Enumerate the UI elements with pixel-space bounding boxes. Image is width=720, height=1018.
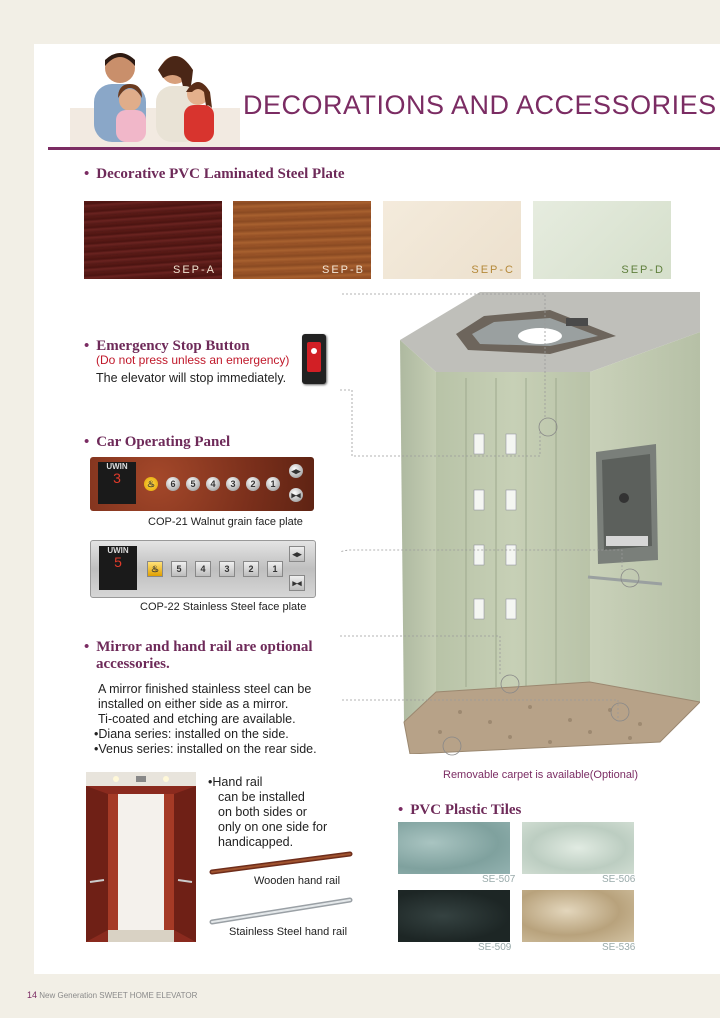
cop-22-caption: COP-22 Stainless Steel face plate — [140, 601, 307, 613]
cop-21-panel — [90, 457, 314, 511]
page-number: 14 — [27, 990, 38, 1000]
tile-label: SE-507 — [482, 874, 516, 885]
mirror-text-line: Diana series: installed on the side. — [98, 727, 289, 741]
bullet-icon: • — [94, 742, 99, 756]
swatch-label: SEP-B — [321, 264, 365, 276]
mirror-cabin-image — [86, 772, 196, 942]
floor-indicator: 3 — [113, 470, 121, 486]
page-title: DECORATIONS AND ACCESSORIES — [243, 90, 717, 120]
handrail-images — [206, 846, 356, 936]
floor-button[interactable]: 6 — [166, 477, 180, 491]
floor-button[interactable]: 3 — [219, 561, 235, 577]
pvc-plate-heading: • Decorative PVC Laminated Steel Plate — [84, 166, 345, 182]
mirror-heading-line2: accessories. — [96, 656, 170, 672]
swatch-label: SEP-D — [621, 264, 665, 276]
floor-button[interactable]: 2 — [246, 477, 260, 491]
wooden-handrail-label: Wooden hand rail — [254, 875, 341, 887]
brand-logo: UWIN — [106, 462, 128, 471]
floor-button[interactable]: 5 — [186, 477, 200, 491]
bullet-icon: • — [84, 434, 90, 450]
floor-button[interactable]: 5 — [171, 561, 187, 577]
tile-label: SE-536 — [602, 942, 636, 953]
emergency-text: The elevator will stop immediately. — [96, 371, 287, 385]
bullet-icon: • — [84, 338, 90, 354]
mirror-heading: • Mirror and hand rail are optional — [84, 639, 313, 655]
tile-label: SE-506 — [602, 874, 636, 885]
callout-lines — [340, 280, 720, 760]
alarm-bell-icon[interactable]: ♨ — [144, 477, 158, 491]
cop-21-caption: COP-21 Walnut grain face plate — [148, 516, 303, 528]
floor-button[interactable]: 4 — [206, 477, 220, 491]
swatch-sep-a — [84, 201, 222, 279]
tile-label: SE-509 — [478, 942, 512, 953]
emergency-note: (Do not press unless an emergency) — [96, 353, 290, 367]
tiles-heading: • PVC Plastic Tiles — [398, 802, 522, 818]
carpet-note: Removable carpet is available(Optional) — [443, 769, 639, 781]
mirror-text-line: Ti-coated and etching are available. — [98, 712, 296, 726]
swatch-label: SEP-A — [172, 264, 216, 276]
tile-se-507 — [398, 822, 510, 874]
swatch-sep-d — [533, 201, 671, 279]
handrail-text-line: Hand rail — [212, 775, 263, 789]
tile-se-509 — [398, 890, 510, 942]
floor-button[interactable]: 2 — [243, 561, 259, 577]
emergency-stop-button[interactable] — [302, 334, 326, 384]
footer-text: New Generation SWEET HOME ELEVATOR — [39, 991, 198, 1000]
tile-se-506 — [522, 822, 634, 874]
tile-se-536 — [522, 890, 634, 942]
bullet-icon: • — [84, 639, 90, 655]
bullet-icon: • — [398, 802, 404, 818]
floor-button[interactable]: 1 — [267, 561, 283, 577]
footer — [27, 990, 197, 1000]
cop-display — [98, 462, 136, 504]
door-close-icon[interactable]: ▸◂ — [289, 575, 305, 591]
mirror-text-line: A mirror finished stainless steel can be — [98, 682, 312, 696]
handrail-text-line: handicapped. — [218, 835, 294, 849]
emergency-heading: • Emergency Stop Button — [84, 338, 250, 354]
swatch-sep-c — [383, 201, 521, 279]
swatch-label: SEP-C — [471, 264, 515, 276]
door-open-icon[interactable]: ◂▸ — [289, 546, 305, 562]
floor-button[interactable]: 1 — [266, 477, 280, 491]
handrail-text-line: only on one side for — [218, 820, 328, 834]
family-photo — [70, 48, 240, 150]
steel-handrail-label: Stainless Steel hand rail — [229, 926, 348, 938]
door-close-icon[interactable]: ▸◂ — [289, 488, 303, 502]
handrail-text — [210, 775, 327, 850]
title-divider — [48, 147, 720, 150]
swatch-sep-b — [233, 201, 371, 279]
handrail-text-line: on both sides or — [218, 805, 307, 819]
handrail-text-line: can be installed — [218, 790, 305, 804]
floor-indicator: 5 — [114, 554, 122, 570]
cop-heading: • Car Operating Panel — [84, 434, 231, 450]
bullet-icon: • — [94, 727, 99, 741]
cop-display — [99, 546, 137, 590]
bullet-icon: • — [84, 166, 90, 182]
floor-button[interactable]: 4 — [195, 561, 211, 577]
brand-logo: UWIN — [107, 546, 129, 555]
mirror-text — [94, 682, 317, 757]
cop-22-panel — [90, 540, 316, 598]
floor-button[interactable]: 3 — [226, 477, 240, 491]
mirror-text-line: Venus series: installed on the rear side. — [98, 742, 317, 756]
door-open-icon[interactable]: ◂▸ — [289, 464, 303, 478]
alarm-bell-icon[interactable]: ♨ — [147, 561, 163, 577]
mirror-text-line: installed on either side as a mirror. — [98, 697, 289, 711]
bullet-icon: • — [208, 775, 213, 789]
